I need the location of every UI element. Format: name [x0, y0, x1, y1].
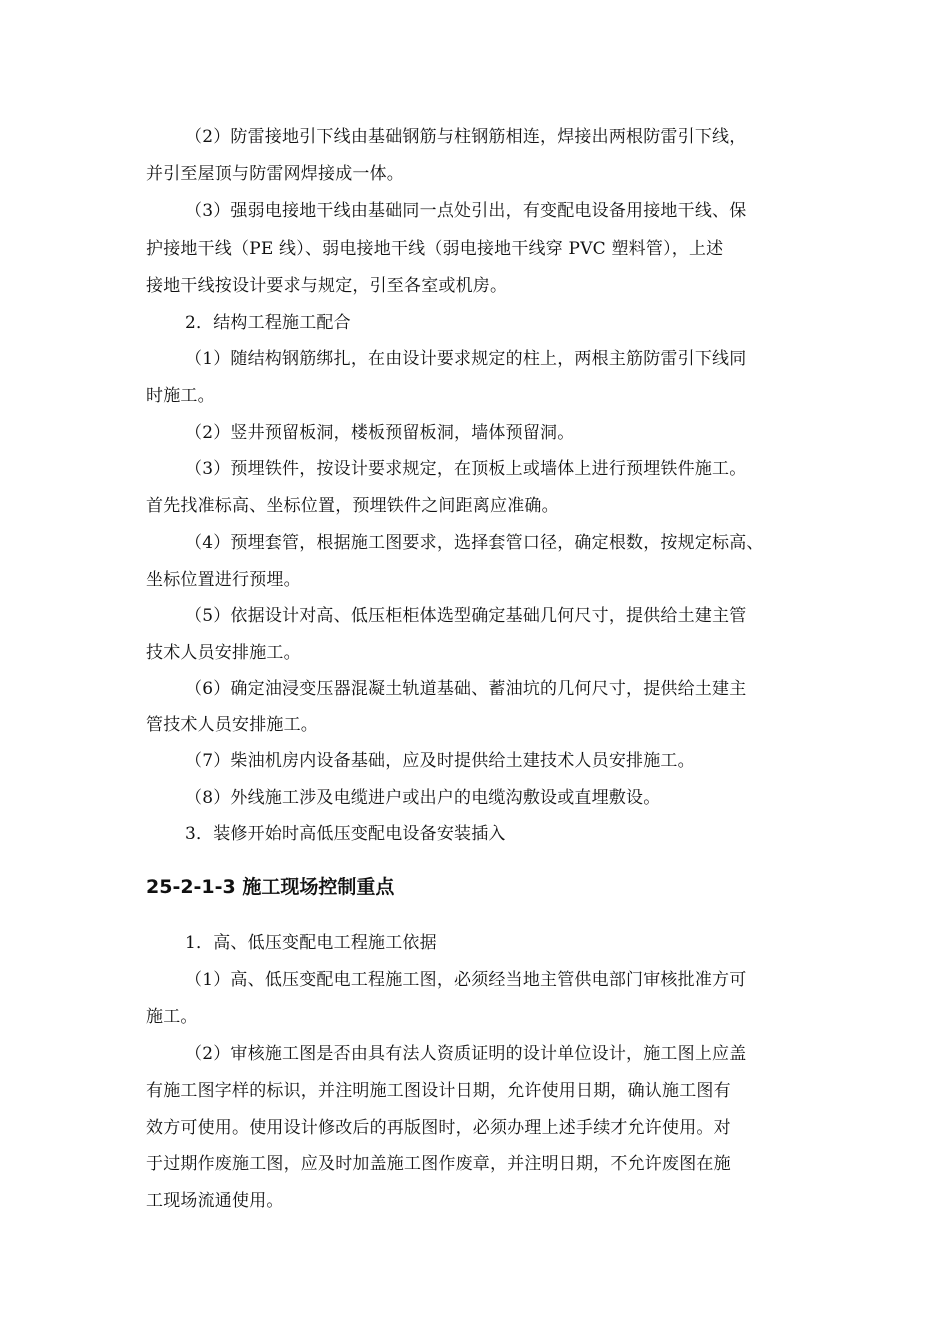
paragraph-line: 有施工图字样的标识，并注明施工图设计日期，允许使用日期，确认施工图有: [146, 1081, 731, 1101]
paragraph-line: （2）竖井预留板洞，楼板预留板洞，墙体预留洞。: [185, 423, 575, 443]
paragraph-line: 时施工。: [146, 386, 215, 406]
paragraph-line: （8）外线施工涉及电缆进户或出户的电缆沟敷设或直埋敷设。: [185, 788, 661, 808]
paragraph-line: （4）预埋套管，根据施工图要求，选择套管口径，确定根数，按规定标高、: [185, 533, 764, 553]
paragraph-line: 效方可使用。使用设计修改后的再版图时，必须办理上述手续才允许使用。对: [146, 1118, 731, 1138]
paragraph-line: 技术人员安排施工。: [146, 643, 301, 663]
list-item-heading: 2．结构工程施工配合: [185, 313, 351, 333]
paragraph-line: 工现场流通使用。: [146, 1191, 284, 1211]
paragraph-line: （3）预埋铁件，按设计要求规定，在顶板上或墙体上进行预埋铁件施工。: [185, 459, 747, 479]
list-item-heading: 1．高、低压变配电工程施工依据: [185, 933, 437, 953]
paragraph-line: （6）确定油浸变压器混凝土轨道基础、蓄油坑的几何尺寸，提供给土建主: [185, 679, 747, 699]
paragraph-line: （1）高、低压变配电工程施工图，必须经当地主管供电部门审核批准方可: [185, 970, 747, 990]
paragraph-line: （5）依据设计对高、低压柜柜体选型确定基础几何尺寸，提供给土建主管: [185, 606, 747, 626]
paragraph-line: （7）柴油机房内设备基础，应及时提供给土建技术人员安排施工。: [185, 751, 695, 771]
paragraph-line: 施工。: [146, 1007, 198, 1027]
paragraph-line: （2）防雷接地引下线由基础钢筋与柱钢筋相连，焊接出两根防雷引下线，: [185, 127, 747, 147]
paragraph-line: 于过期作废施工图，应及时加盖施工图作废章，并注明日期，不允许废图在施: [146, 1154, 731, 1174]
paragraph-line: 管技术人员安排施工。: [146, 715, 318, 735]
paragraph-line: 并引至屋顶与防雷网焊接成一体。: [146, 164, 404, 184]
list-item-heading: 3．装修开始时高低压变配电设备安装插入: [185, 824, 506, 844]
paragraph-line: 首先找准标高、坐标位置，预埋铁件之间距离应准确。: [146, 496, 559, 516]
section-heading: 25-2-1-3 施工现场控制重点: [146, 876, 395, 898]
paragraph-line: 护接地干线（PE 线）、弱电接地干线（弱电接地干线穿 PVC 塑料管），上述: [146, 239, 724, 259]
paragraph-line: （2）审核施工图是否由具有法人资质证明的设计单位设计，施工图上应盖: [185, 1044, 747, 1064]
paragraph-line: 坐标位置进行预埋。: [146, 570, 301, 590]
paragraph-line: （3）强弱电接地干线由基础同一点处引出，有变配电设备用接地干线、保: [185, 201, 747, 221]
paragraph-line: （1）随结构钢筋绑扎，在由设计要求规定的柱上，两根主筋防雷引下线同: [185, 349, 747, 369]
paragraph-line: 接地干线按设计要求与规定，引至各室或机房。: [146, 276, 508, 296]
